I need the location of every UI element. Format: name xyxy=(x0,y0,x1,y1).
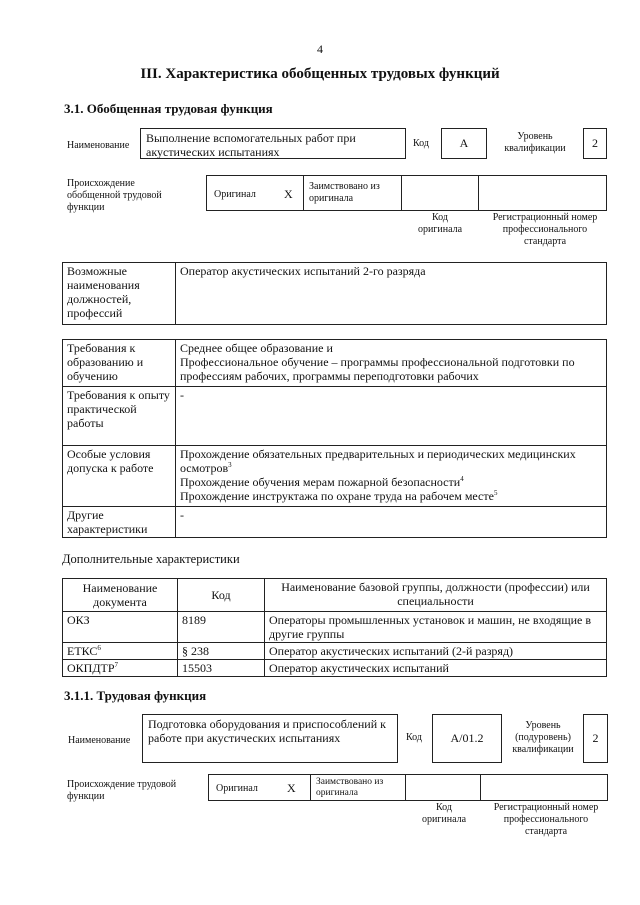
gtf-code-value: A xyxy=(459,136,469,150)
tf-origin-label: Происхождение трудовой функции xyxy=(67,779,177,802)
other-label: Другие характеристики xyxy=(63,507,176,538)
tf-origin-table xyxy=(208,774,608,801)
table-row xyxy=(63,660,607,677)
row-doc-sup: 6 xyxy=(97,644,101,652)
tf-name-value: Подготовка оборудования и приспособлений к работе при акустических испытаниях xyxy=(148,717,386,745)
tf-name-label: Наименование xyxy=(68,735,131,746)
gtf-code-box xyxy=(441,128,487,159)
education-line1: Среднее общее образование и xyxy=(180,341,333,355)
special-sup3: 5 xyxy=(493,489,498,497)
row-doc: ОКПДТР xyxy=(67,661,115,675)
tf-original-label: Оригинал xyxy=(216,783,258,794)
table-row xyxy=(63,612,607,643)
table-row xyxy=(63,643,607,660)
row-name: Оператор акустических испытаний (2-й разряд) xyxy=(265,643,607,660)
row-code: 15503 xyxy=(178,660,265,677)
positions-label: Возможные наименования должностей, профессий xyxy=(63,263,176,325)
row-code: 8189 xyxy=(178,612,265,643)
education-cell xyxy=(176,340,607,387)
requirements-table xyxy=(62,339,607,538)
tf-name-box xyxy=(142,714,398,763)
tf-heading: 3.1.1. Трудовая функция xyxy=(64,688,207,703)
gtf-name-label: Наименование xyxy=(67,140,130,151)
positions-table xyxy=(62,262,607,325)
gtf-original-label: Оригинал xyxy=(214,189,256,200)
row-doc-sup: 7 xyxy=(114,661,119,669)
gtf-heading: 3.1. Обобщенная трудовая функция xyxy=(64,101,273,116)
gtf-code-label: Код xyxy=(413,138,429,149)
special-line2: Прохождение обучения мерам пожарной безопасности xyxy=(180,475,461,489)
additional-heading: Дополнительные характеристики xyxy=(62,552,240,566)
gtf-original-mark: X xyxy=(284,187,293,201)
page-number: 4 xyxy=(317,42,323,56)
gtf-name-box xyxy=(140,128,406,159)
special-cell xyxy=(176,446,607,507)
education-line2: Профессиональное обучение – программы профессиональной подготовки по профессиям рабочих, программы переподготовки рабочих xyxy=(180,355,575,383)
special-line3: Прохождение инструктажа по охране труда на рабочем месте xyxy=(180,489,494,503)
row-doc-cell xyxy=(63,660,178,677)
gtf-name-value: Выполнение вспомогательных работ при акустических испытаниях xyxy=(146,131,356,159)
additional-col3: Наименование базовой группы, должности (профессии) или специальности xyxy=(265,579,607,612)
row-name: Оператор акустических испытаний xyxy=(265,660,607,677)
gtf-borrowed-label: Заимствовано из оригинала xyxy=(309,181,380,204)
gtf-code-original-caption: Код оригинала xyxy=(417,212,463,235)
tf-level-label: Уровень (подуровень) квалификации xyxy=(512,720,574,755)
tf-code-original-caption: Код оригинала xyxy=(421,802,467,825)
gtf-level-box xyxy=(583,128,607,159)
tf-code-value: A/01.2 xyxy=(450,731,484,745)
experience-label: Требования к опыту практической работы xyxy=(63,387,176,446)
tf-borrowed-label: Заимствовано из оригинала xyxy=(316,777,384,798)
tf-code-label: Код xyxy=(406,732,422,743)
special-sup1: 3 xyxy=(228,461,232,469)
row-doc: ЕТКС xyxy=(67,644,98,658)
row-name: Операторы промышленных установок и машин, не входящие в другие группы xyxy=(265,612,607,643)
special-label: Особые условия допуска к работе xyxy=(63,446,176,507)
special-sup2: 4 xyxy=(460,475,464,483)
row-code: § 238 xyxy=(178,643,265,660)
other-value: - xyxy=(176,507,607,538)
tf-level-value: 2 xyxy=(592,731,599,745)
gtf-level-label: Уровень квалификации xyxy=(504,131,566,154)
additional-col1: Наименование документа xyxy=(63,579,178,612)
tf-original-mark: X xyxy=(287,781,296,795)
positions-value: Оператор акустических испытаний 2-го разряда xyxy=(176,263,607,325)
section-title: III. Характеристика обобщенных трудовых функций xyxy=(140,66,500,82)
tf-level-box xyxy=(583,714,608,763)
additional-col2: Код xyxy=(178,579,265,612)
row-doc: ОКЗ xyxy=(63,612,178,643)
experience-value: - xyxy=(176,387,607,446)
tf-reg-number-caption: Регистрационный номер профессионального стандарта xyxy=(493,802,599,837)
gtf-origin-table xyxy=(206,175,607,211)
gtf-reg-number-caption: Регистрационный номер профессионального стандарта xyxy=(492,212,598,247)
education-label: Требования к образованию и обучению xyxy=(63,340,176,387)
tf-code-box xyxy=(432,714,502,763)
row-doc-cell xyxy=(63,643,178,660)
gtf-level-value: 2 xyxy=(592,136,598,150)
special-line1: Прохождение обязательных предварительных и периодических медицинских осмотров xyxy=(180,447,576,475)
gtf-origin-label: Происхождение обобщенной трудовой функции xyxy=(67,178,162,213)
additional-table xyxy=(62,578,607,677)
